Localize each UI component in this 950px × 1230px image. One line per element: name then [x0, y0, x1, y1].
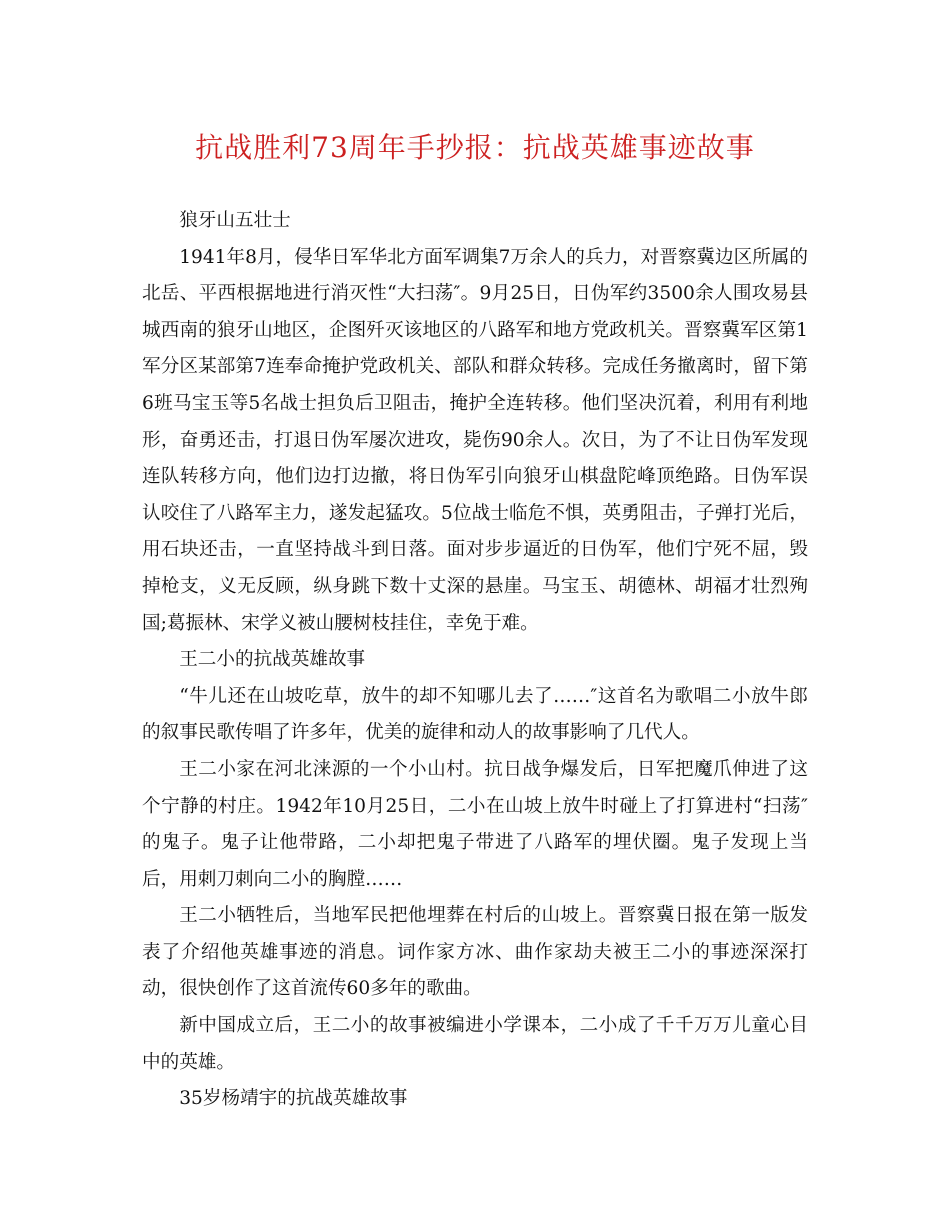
section-heading-yang-jingyu: 35岁杨靖宇的抗战英雄故事	[179, 1088, 408, 1110]
paragraph-wang-erxiao-story: 王二小家在河北涞源的一个小山村。抗日战争爆发后，日军把魔爪伸进了这个宁静的村庄。1942年10月25日，二小在山坡上放牛时碰上了打算进村“扫荡″的鬼子。鬼子让他带路，二小却把鬼子带进了八路军的埋伏圈。鬼子发现上当后，用刺刀刺向二小的胸膛……	[142, 758, 808, 890]
paragraph-wang-erxiao-song: “牛儿还在山坡吃草，放牛的却不知哪儿去了……″这首名为歌唱二小放牛郎的叙事民歌传唱了许多年，优美的旋律和动人的故事影响了几代人。	[142, 685, 808, 744]
document-body	[142, 203, 808, 1118]
paragraph-langyashan-story: 1941年8月，侵华日军华北方面军调集7万余人的兵力，对晋察冀边区所属的北岳、平西根据地进行消灭性“大扫荡″。9月25日，日伪军约3500余人围攻易县城西南的狼牙山地区，企图歼灭该地区的八路军和地方党政机关。晋察冀军区第1军分区某部第7连奉命掩护党政机关、部队和群众转移。完成任务撤离时，留下第6班马宝玉等5名战士担负后卫阻击，掩护全连转移。他们坚决沉着，利用有利地形，奋勇还击，打退日伪军屡次进攻，毙伤90余人。次日，为了不让日伪军发现连队转移方向，他们边打边撤，将日伪军引向狼牙山棋盘陀峰顶绝路。日伪军误认咬住了八路军主力，遂发起猛攻。5位战士临危不惧，英勇阻击，子弹打光后，用石块还击，一直坚持战斗到日落。面对步步逼近的日伪军，他们宁死不屈，毁掉枪支，义无反顾，纵身跳下数十丈深的悬崖。马宝玉、胡德林、胡福才壮烈殉国;葛振林、宋学义被山腰树枝挂住，幸免于难。	[142, 246, 808, 634]
paragraph-wang-erxiao-legacy: 新中国成立后，王二小的故事被编进小学课本，二小成了千千万万儿童心目中的英雄。	[142, 1015, 808, 1073]
section-heading-langyashan: 狼牙山五壮士	[179, 210, 291, 231]
section-heading-wang-erxiao: 王二小的抗战英雄故事	[179, 649, 366, 671]
document-title: 抗战胜利73周年手抄报：抗战英雄事迹故事	[195, 131, 755, 164]
paragraph-wang-erxiao-sacrifice: 王二小牺牲后，当地军民把他埋葬在村后的山坡上。晋察冀日报在第一版发表了介绍他英雄事迹的消息。词作家方冰、曲作家劫夫被王二小的事迹深深打动，很快创作了这首流传60多年的歌曲。	[142, 905, 808, 1000]
